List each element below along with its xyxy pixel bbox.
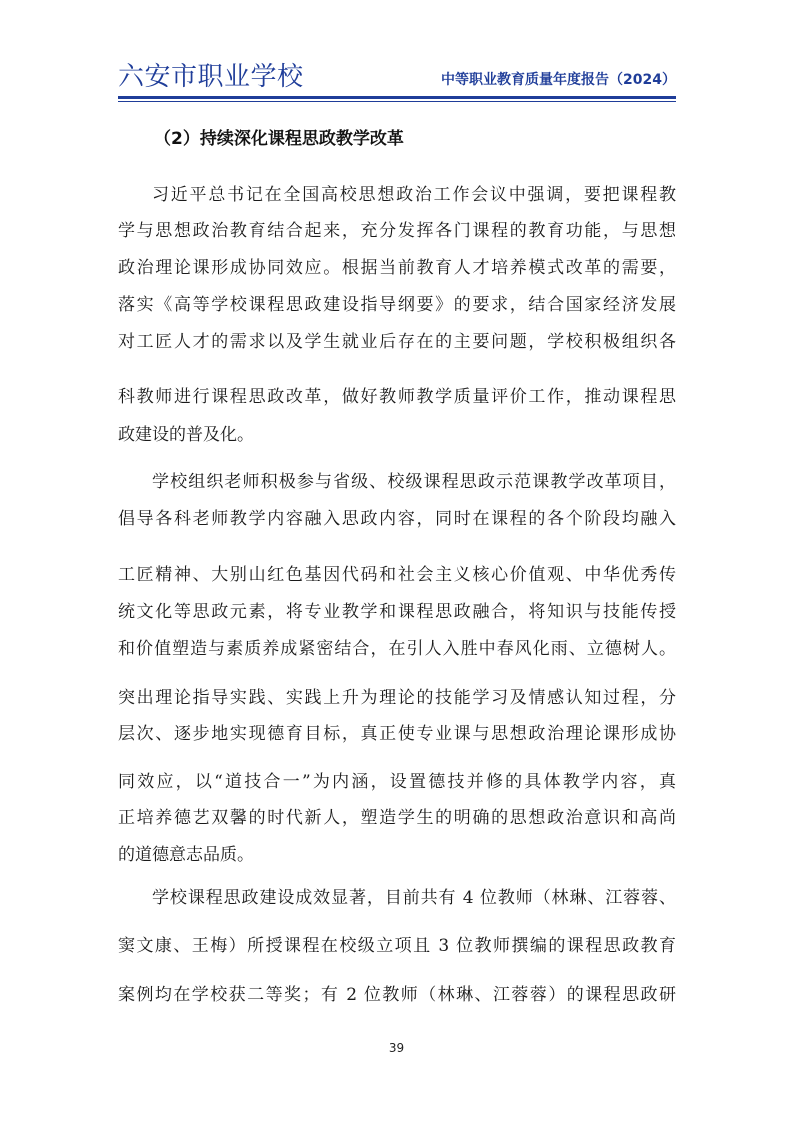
paragraph-1-line: 习近平总书记在全国高校思想政治工作会议中强调，要把课程教 — [152, 185, 676, 205]
paragraph-2-line: 突出理论指导实践、实践上升为理论的技能学习及情感认知过程，分 — [118, 688, 676, 708]
paragraph-2-line: 倡导各科老师教学内容融入思政内容，同时在课程的各个阶段均融入 — [118, 509, 676, 529]
header-rule-thin — [118, 101, 676, 102]
paragraph-2-line: 统文化等思政元素，将专业教学和课程思政融合，将知识与技能传授 — [118, 602, 676, 622]
paragraph-1-line: 科教师进行课程思政改革，做好教师教学质量评价工作，推动课程思 — [118, 387, 676, 407]
header-rule-thick — [118, 96, 676, 99]
paragraph-1-line: 政建设的普及化。 — [118, 425, 254, 445]
paragraph-2-line: 和价值塑造与素质养成紧密结合，在引人入胜中春风化雨、立德树人。 — [118, 639, 676, 659]
paragraph-2-line: 层次、逐步地实现德育目标，真正使专业课与思想政治理论课形成协 — [118, 724, 676, 744]
page-number: 39 — [388, 1041, 405, 1055]
section-heading: （2）持续深化课程思政教学改革 — [154, 129, 404, 149]
paragraph-3-line: 窦文康、王梅）所授课程在校级立项且 3 位教师撰编的课程思政教育 — [118, 936, 676, 956]
paragraph-3-line: 学校课程思政建设成效显著，目前共有 4 位教师（林琳、江蓉蓉、 — [152, 888, 676, 908]
report-title: 中等职业教育质量年度报告（2024） — [441, 72, 676, 88]
page-header — [118, 56, 676, 102]
paragraph-1-line: 对工匠人才的需求以及学生就业后存在的主要问题，学校积极组织各 — [118, 332, 676, 352]
paragraph-1-line: 政治理论课形成协同效应。根据当前教育人才培养模式改革的需要， — [118, 258, 676, 278]
paragraph-2-line: 的道德意志品质。 — [118, 845, 254, 865]
paragraph-2-line: 同效应，以“道技合一”为内涵，设置德技并修的具体教学内容，真 — [118, 772, 676, 792]
paragraph-1-line: 落实《高等学校课程思政建设指导纲要》的要求，结合国家经济发展 — [118, 295, 676, 315]
paragraph-2-line: 工匠精神、大别山红色基因代码和社会主义核心价值观、中华优秀传 — [118, 565, 676, 585]
paragraph-2-line: 学校组织老师积极参与省级、校级课程思政示范课教学改革项目， — [152, 472, 676, 492]
school-name: 六安市职业学校 — [118, 62, 304, 92]
paragraph-1-line: 学与思想政治教育结合起来，充分发挥各门课程的教育功能，与思想 — [118, 221, 676, 241]
paragraph-2-line: 正培养德艺双馨的时代新人，塑造学生的明确的思想政治意识和高尚 — [118, 808, 676, 828]
paragraph-3-line: 案例均在学校获二等奖；有 2 位教师（林琳、江蓉蓉）的课程思政研 — [118, 985, 676, 1005]
